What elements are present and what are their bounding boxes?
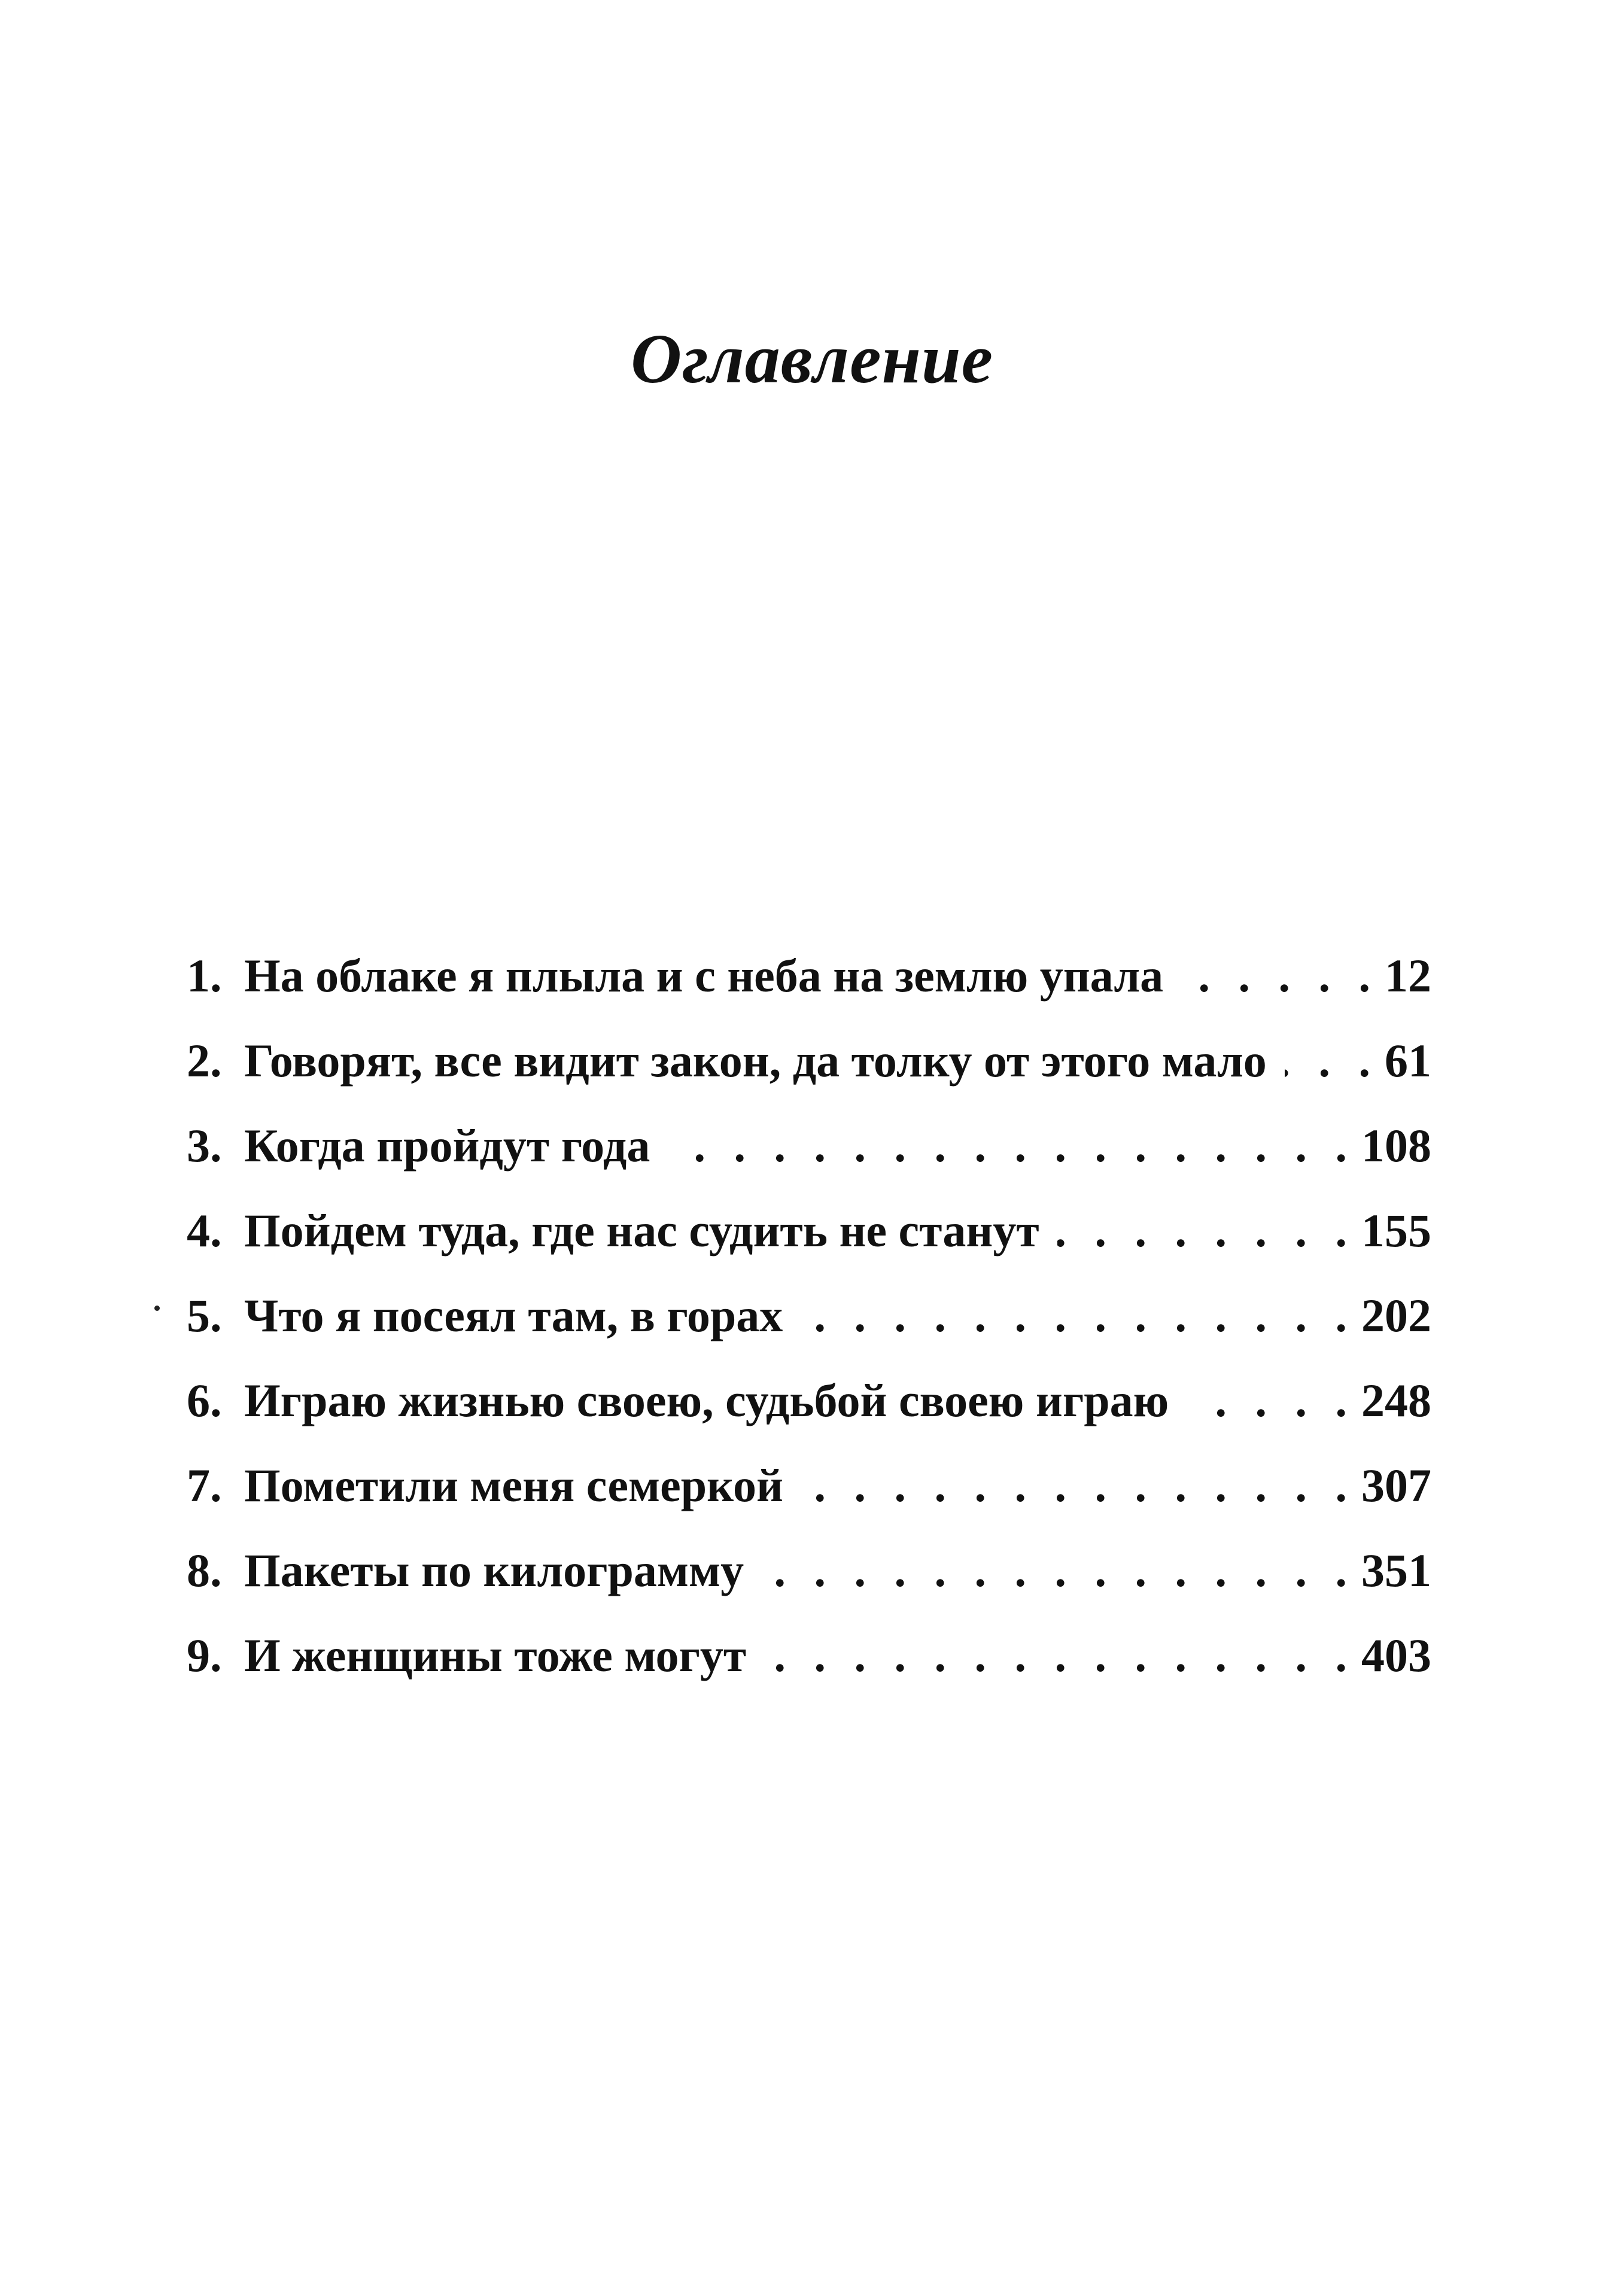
toc-entry[interactable] bbox=[187, 1018, 1431, 1103]
dot-leader bbox=[762, 1528, 1355, 1613]
toc-entry[interactable] bbox=[187, 1273, 1431, 1358]
dot-leader bbox=[801, 1273, 1355, 1358]
scan-speck bbox=[154, 1306, 160, 1311]
toc-entry-page: 307 bbox=[1361, 1459, 1431, 1511]
toc-entry[interactable] bbox=[187, 1103, 1431, 1188]
toc-entry-page: 155 bbox=[1361, 1204, 1431, 1256]
toc-entry-title: На облаке я плыла и с неба на землю упала bbox=[244, 950, 1164, 1002]
toc-entry-title: Играю жизнью своею, судьбой своею играю bbox=[244, 1374, 1169, 1426]
page-title: Оглавление bbox=[631, 320, 993, 398]
toc-entry-number: 7. bbox=[187, 1459, 222, 1511]
toc-entry-page: 403 bbox=[1361, 1629, 1431, 1681]
toc-entry-number: 3. bbox=[187, 1119, 222, 1172]
toc-entry-page: 202 bbox=[1361, 1289, 1431, 1341]
toc-entry-number: 9. bbox=[187, 1629, 222, 1681]
dot-leader bbox=[1187, 1358, 1355, 1443]
toc-entry-number: 4. bbox=[187, 1204, 222, 1256]
toc-entry[interactable] bbox=[187, 933, 1431, 1018]
toc-entry-number: 8. bbox=[187, 1544, 222, 1596]
toc-entry-page: 108 bbox=[1361, 1119, 1431, 1172]
dot-leader bbox=[764, 1613, 1355, 1698]
toc-entry-number: 6. bbox=[187, 1374, 222, 1426]
toc-entry-number: 1. bbox=[187, 950, 222, 1002]
dot-leader bbox=[1285, 1018, 1379, 1103]
dot-leader bbox=[1057, 1188, 1355, 1273]
toc-entry-page: 248 bbox=[1361, 1374, 1431, 1426]
toc-entry[interactable] bbox=[187, 1188, 1431, 1273]
toc-entry-title: Пакеты по килограмму bbox=[244, 1544, 744, 1596]
toc-entry[interactable] bbox=[187, 1613, 1431, 1698]
toc-entry-title: И женщины тоже могут bbox=[244, 1629, 747, 1681]
toc-entry-title: Пометили меня семеркой bbox=[244, 1459, 783, 1511]
toc-entry[interactable] bbox=[187, 1358, 1431, 1443]
toc-entry-page: 12 bbox=[1385, 950, 1431, 1002]
toc-entry-page: 351 bbox=[1361, 1544, 1431, 1596]
toc-entry-title: Пойдем туда, где нас судить не станут bbox=[244, 1204, 1039, 1256]
toc-entry-number: 5. bbox=[187, 1289, 222, 1341]
table-of-contents bbox=[187, 933, 1431, 1698]
dot-leader bbox=[1181, 933, 1379, 1018]
toc-entry-number: 2. bbox=[187, 1034, 222, 1087]
toc-entry[interactable] bbox=[187, 1528, 1431, 1613]
toc-entry[interactable] bbox=[187, 1443, 1431, 1528]
dot-leader bbox=[801, 1443, 1355, 1528]
toc-entry-title: Когда пройдут года bbox=[244, 1119, 650, 1172]
toc-entry-title: Что я посеял там, в горах bbox=[244, 1289, 783, 1341]
dot-leader bbox=[668, 1103, 1355, 1188]
toc-entry-title: Говорят, все видит закон, да толку от этого мало bbox=[244, 1034, 1267, 1087]
toc-entry-page: 61 bbox=[1385, 1034, 1431, 1087]
